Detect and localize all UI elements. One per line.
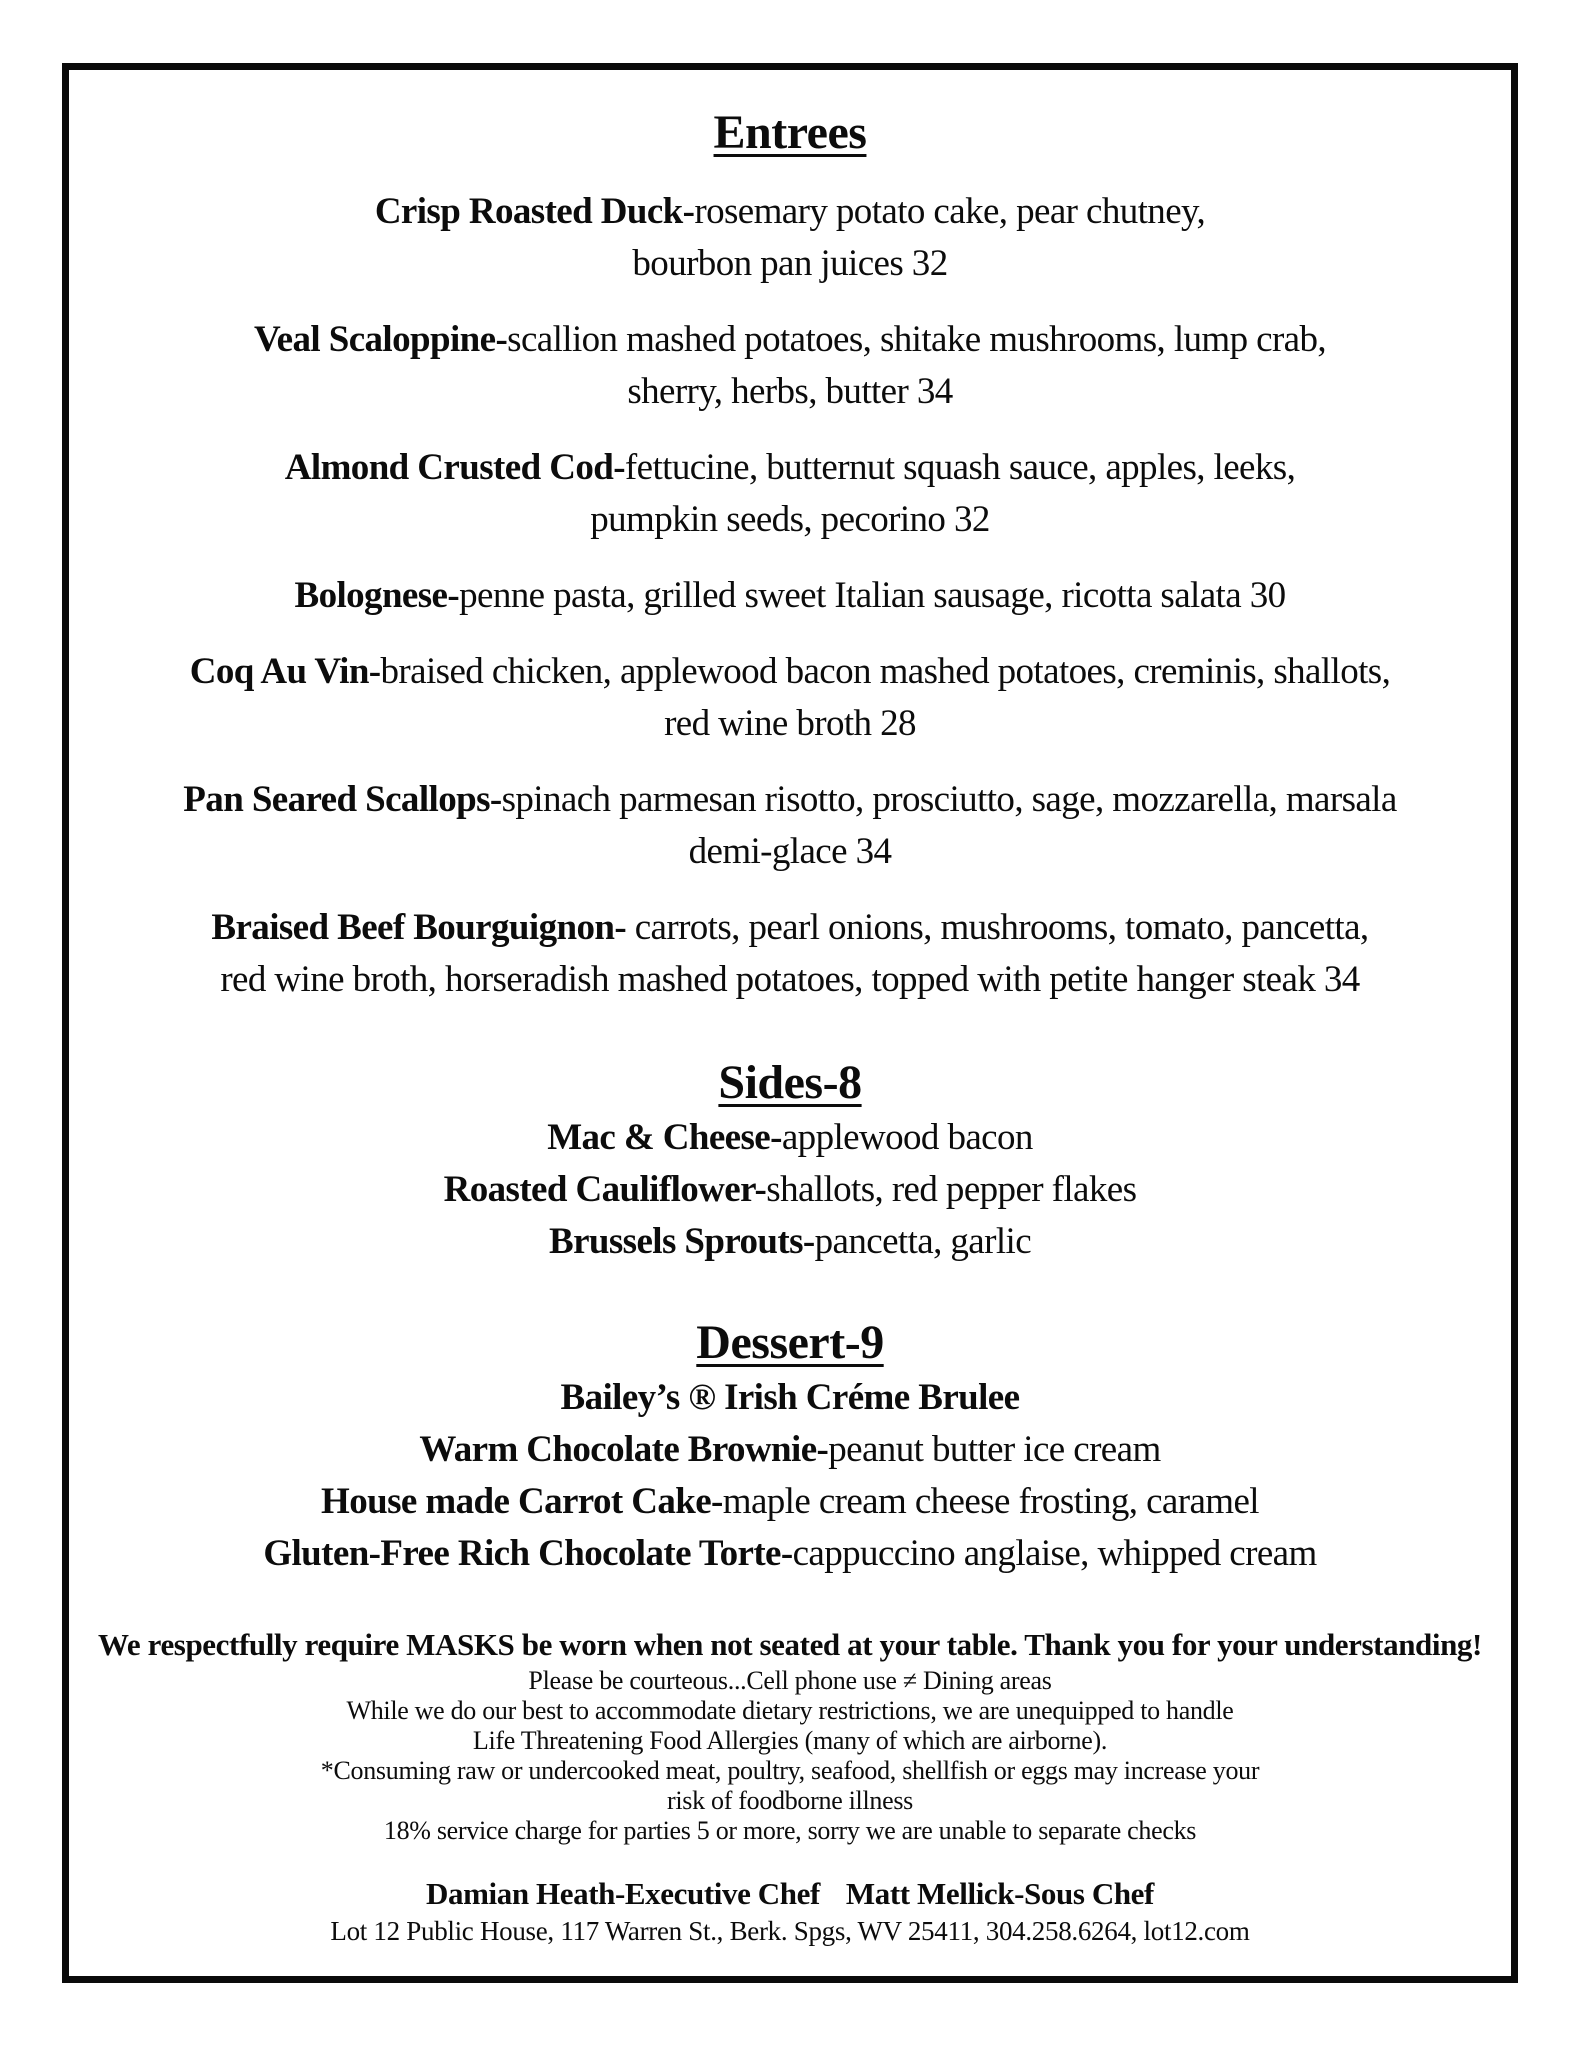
item-line (85, 826, 1495, 878)
item-name: Brussels Sprouts- (548, 1221, 815, 1262)
section-dessert (85, 1314, 1495, 1580)
item-line (85, 494, 1495, 546)
item-line (85, 646, 1495, 698)
item-description: shallots, red pepper flakes (766, 1169, 1137, 1210)
item-line (85, 774, 1495, 826)
menu-item-bolognese (85, 570, 1495, 622)
item-description: peanut butter ice cream (828, 1429, 1161, 1470)
menu-item-crisp-roasted-duck (85, 186, 1495, 290)
item-line (85, 1112, 1495, 1164)
item-description: fettucine, butternut squash sauce, apples, leeks, (624, 447, 1296, 488)
restaurant-address: Lot 12 Public House, 117 Warren St., Berk. Spgs, WV 25411, 304.258.6264, lot12.com (330, 1916, 1250, 1946)
menu-item-house-made-carrot-cake (85, 1476, 1495, 1528)
section-entrees (85, 104, 1495, 1006)
menu-item-mac-and-cheese (85, 1112, 1495, 1164)
menu-item-braised-beef-bourguignon (85, 902, 1495, 1006)
item-name: Roasted Cauliflower- (443, 1169, 767, 1210)
item-line (85, 954, 1495, 1006)
item-line (85, 314, 1495, 366)
item-description: rosemary potato cake, pear chutney, (694, 191, 1206, 232)
item-name: Warm Chocolate Brownie- (419, 1429, 829, 1470)
item-name: Crisp Roasted Duck- (374, 191, 695, 232)
sous-chef: Matt Mellick-Sous Chef (845, 1876, 1154, 1911)
item-name: Pan Seared Scallops- (183, 779, 502, 820)
notice-line-service-charge: 18% service charge for parties 5 or more, sorry we are unable to separate checks (383, 1816, 1197, 1845)
item-description: bourbon pan juices 32 (632, 243, 948, 284)
item-line (85, 366, 1495, 418)
item-description: scallion mashed potatoes, shitake mushrooms, lump crab, (507, 319, 1327, 360)
menu-item-baileys-irish-creme-brulee (85, 1372, 1495, 1424)
masks-notice: We respectfully require MASKS be worn when not seated at your table. Thank you for your understanding! (98, 1627, 1482, 1662)
item-description: braised chicken, applewood bacon mashed potatoes, creminis, shallots, (380, 651, 1391, 692)
item-description: applewood bacon (781, 1117, 1033, 1158)
menu-item-warm-chocolate-brownie (85, 1424, 1495, 1476)
menu-page-border (62, 63, 1518, 1983)
item-description: penne pasta, grilled sweet Italian sausage, ricotta salata 30 (459, 575, 1286, 616)
section-entrees-title (85, 104, 1495, 162)
footer-block (85, 1874, 1495, 1948)
item-line (85, 1424, 1495, 1476)
menu-item-pan-seared-scallops (85, 774, 1495, 878)
section-sides-title-text: Sides-8 (718, 1056, 862, 1109)
item-name: Bolognese- (294, 575, 460, 616)
menu-item-brussels-sprouts (85, 1216, 1495, 1268)
notice-block (85, 1624, 1495, 1846)
item-name: Mac & Cheese- (547, 1117, 782, 1158)
menu-item-roasted-cauliflower (85, 1164, 1495, 1216)
item-line (85, 186, 1495, 238)
notice-line-dietary-1: While we do our best to accommodate dietary restrictions, we are unequipped to handle (346, 1696, 1234, 1725)
section-entrees-title-text: Entrees (713, 106, 867, 159)
section-dessert-title-text: Dessert-9 (696, 1316, 884, 1369)
item-line (85, 238, 1495, 290)
item-description: sherry, herbs, butter 34 (627, 371, 953, 412)
item-name: Coq Au Vin- (189, 651, 381, 692)
item-line (85, 1216, 1495, 1268)
item-description: red wine broth, horseradish mashed potatoes, topped with petite hanger steak 34 (220, 959, 1360, 1000)
item-description: spinach parmesan risotto, prosciutto, sage, mozzarella, marsala (501, 779, 1397, 820)
item-line (85, 902, 1495, 954)
menu-item-almond-crusted-cod (85, 442, 1495, 546)
item-description: carrots, pearl onions, mushrooms, tomato, pancetta, (626, 907, 1369, 948)
item-line (85, 1476, 1495, 1528)
item-name: Veal Scaloppine- (253, 319, 508, 360)
item-line (85, 698, 1495, 750)
item-line (85, 1372, 1495, 1424)
item-name: Bailey’s ® Irish Créme Brulee (560, 1377, 1020, 1418)
menu-content (69, 70, 1511, 1948)
item-name: Gluten-Free Rich Chocolate Torte- (263, 1533, 793, 1574)
item-description: pancetta, garlic (814, 1221, 1032, 1262)
item-description: pumpkin seeds, pecorino 32 (590, 499, 990, 540)
notice-line-consuming-2: risk of foodborne illness (667, 1786, 913, 1815)
section-dessert-title (85, 1314, 1495, 1372)
item-line (85, 1528, 1495, 1580)
item-description: demi-glace 34 (688, 831, 892, 872)
item-line (85, 1164, 1495, 1216)
item-line (85, 570, 1495, 622)
item-name: Almond Crusted Cod- (284, 447, 625, 488)
section-sides (85, 1054, 1495, 1268)
menu-item-coq-au-vin (85, 646, 1495, 750)
menu-item-veal-scaloppine (85, 314, 1495, 418)
notice-line-cell-phone: Please be courteous...Cell phone use ≠ Dining areas (528, 1666, 1052, 1695)
item-description: maple cream cheese frosting, caramel (722, 1481, 1259, 1522)
notice-line-consuming-1: *Consuming raw or undercooked meat, poultry, seafood, shellfish or eggs may increase your (320, 1756, 1260, 1785)
section-sides-title (85, 1054, 1495, 1112)
menu-item-gluten-free-chocolate-torte (85, 1528, 1495, 1580)
item-name: Braised Beef Bourguignon- (211, 907, 627, 948)
chefs-line (85, 1874, 1495, 1914)
item-line (85, 442, 1495, 494)
item-description: cappuccino anglaise, whipped cream (792, 1533, 1317, 1574)
executive-chef: Damian Heath-Executive Chef (426, 1876, 820, 1911)
item-name: House made Carrot Cake- (321, 1481, 723, 1522)
notice-line-dietary-2: Life Threatening Food Allergies (many of which are airborne). (472, 1726, 1108, 1755)
item-description: red wine broth 28 (664, 703, 916, 744)
